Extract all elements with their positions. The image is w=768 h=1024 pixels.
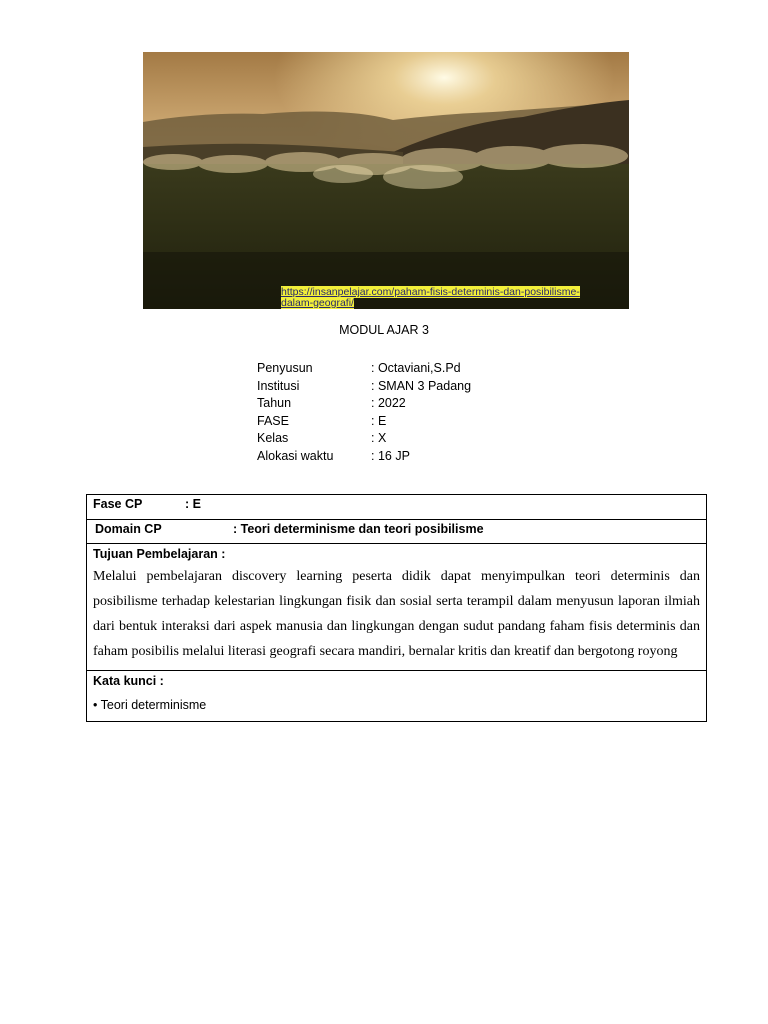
image-source-link[interactable]: https://insanpelajar.com/paham-fisis-determinis-dan-posibilisme-dalam-geografi/ [281,286,580,309]
tujuan-pembelajaran-label: Tujuan Pembelajaran : [93,547,226,561]
info-value: : Octaviani,S.Pd [371,361,461,375]
info-label: Alokasi waktu [257,448,334,463]
header-photo [143,52,629,309]
info-row-penyusun [257,360,471,378]
cp-table [86,494,707,722]
info-block [257,360,471,466]
info-label: Penyusun [257,361,313,375]
info-row-tahun [257,395,471,413]
domain-cp-label: Domain CP [95,522,162,536]
info-value: : 2022 [371,396,406,411]
info-label: Institusi [257,378,300,393]
kata-kunci-item: • Teori determinisme [93,698,207,712]
fase-cp-label: Fase CP [93,497,143,511]
domain-cp-value: : Teori determinisme dan teori posibilisme [233,522,484,536]
info-row-fase [257,413,471,431]
info-value: : 16 JP [371,448,410,463]
info-label: Tahun [257,396,292,411]
fase-cp-value: : E [185,497,201,511]
info-label: Kelas [257,431,289,446]
info-value: : E [371,413,387,428]
info-value: : X [371,431,387,446]
domain-cp-row [87,520,706,544]
info-value: : SMAN 3 Padang [371,378,472,393]
field-sprinklers-image [143,52,629,309]
kata-kunci-label: Kata kunci : [93,674,164,688]
fase-cp-row [87,495,706,520]
kata-kunci-row [87,671,706,721]
tujuan-pembelajaran-row [87,544,706,671]
tujuan-pembelajaran-text: Melalui pembelajaran discovery learning peserta didik dapat menyimpulkan teori determinis dan posibilisme terhadap kelestarian lingkungan fisik dan sosial serta terampil dalam menyusun laporan ilmiah dari bentuk interaksi dari aspek manusia dan lingkungan dengan sudut pandang faham fisis determinis dan faham posibilis melalui literasi geografi secara mandiri, bernalar kritis dan kreatif dan bergotong royong [93,569,700,659]
info-row-alokasi-waktu [257,448,471,466]
info-row-kelas [257,430,471,448]
info-row-institusi [257,378,471,396]
info-label: FASE [257,413,289,428]
module-title: MODUL AJAR 3 [339,323,429,337]
